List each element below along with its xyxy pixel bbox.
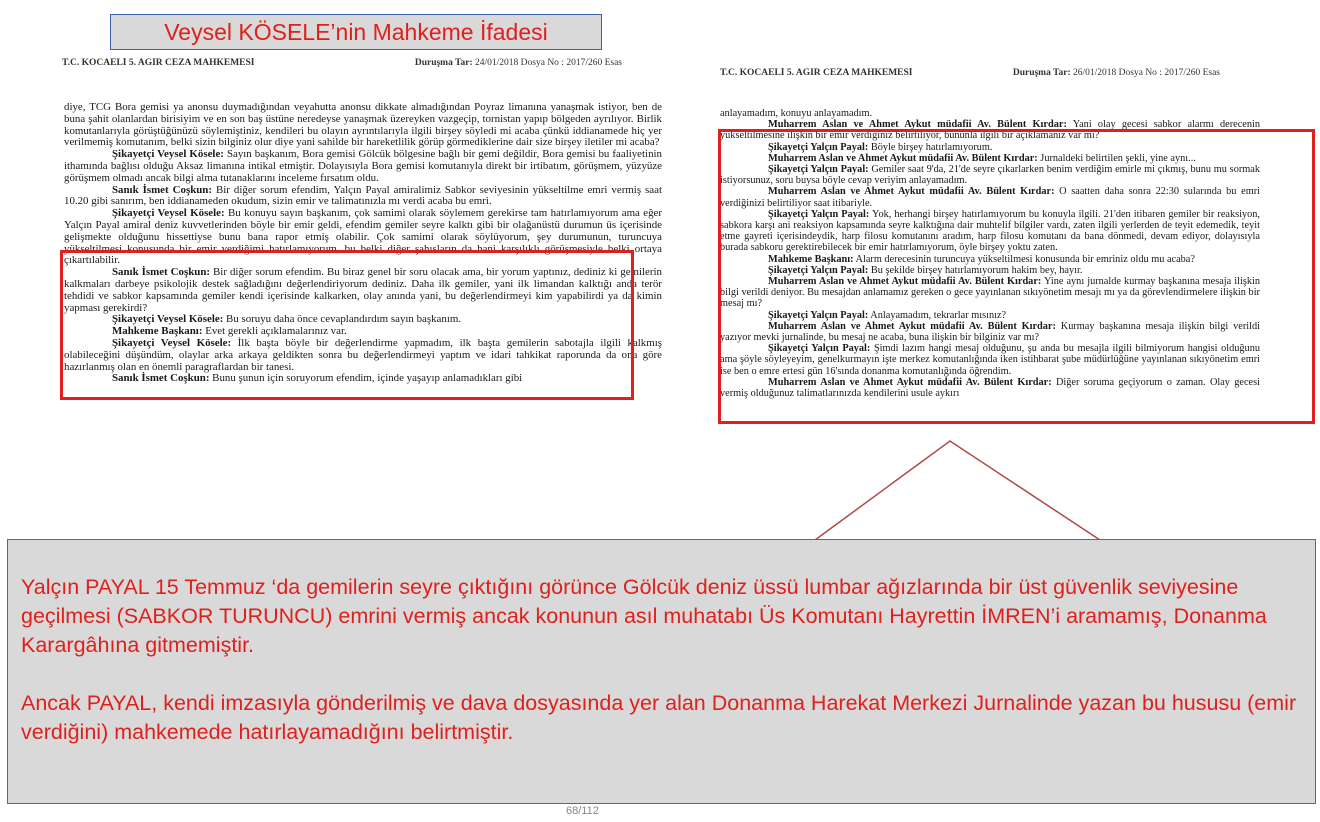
paragraph: Sanık İsmet Coşkun: Bunu şunun için soruyorum efendim, içinde yaşayıp anlamadıkları gibi: [112, 372, 523, 385]
hearing-meta: Duruşma Tar: 24/01/2018 Dosya No : 2017/260 Esas: [414, 58, 622, 68]
right-page-header: [720, 68, 1260, 78]
paragraph: Muharrem Aslan ve Ahmet Aykut müdafii Av. Bülent Kırdar: Yani olay gecesi sabkor alarmı derecenin yükseltilmesine ilişkin bir emir verdiğiniz belirtiliyor, bununla ilgili bir açıklamanız var mı?: [720, 119, 1260, 142]
paragraph: Sanık İsmet Coşkun: Bir diğer sorum efendim. Bu biraz genel bir soru olacak ama, bir yorum yaptınız, dediniz ki gemilerin kalkmaları darbeye psikolojik destek sağladığını değerlendiriyorum dediniz. Daha ilk gemiler, yani ilk limandan kalktığı anda terör tehdidi ve sabkor kapsamında gemiler kendi içerisinde kalkarken, olay anında yani, bu değerlendirmeyi kim yapabilirdi ya da kimin yapması gerekirdi?: [64, 266, 662, 314]
paragraph: Şikayetçi Yalçın Payal: Bu şekilde birşey hatırlamıyorum hakim bey, hayır.: [768, 264, 1083, 276]
left-document-page: [62, 58, 662, 548]
paragraph: anlayamadım, konuyu anlayamadım.: [720, 108, 873, 119]
paragraph: diye, TCG Bora gemisi ya anonsu duymadığından veyahutta anonsu dikkate almadığından Poyraz limanına yanaşmak istiyor, ben de buna şahit olanlardan birisiyim ve en son baş üstüne neredeyse yanaşmak üzereyken vazgeçip, tornistan yapıp bölgeden ayrılıyor. Birlik komutanlarıyla görüştüğünüzü söylemiştiniz, kendileri bu olayın ayrıntılarıyla ilgili birşey söyledi mi acaba çünkü iddianamede hiç yer verilmemiş komutanım, belki sizin bilginiz olur diye yani sahilde bir hareketlilik görüp görmediklerine dair size birşey iletiler mi acaba?: [64, 101, 662, 149]
page-number: 68/112: [566, 805, 599, 817]
callout-box: [7, 539, 1316, 804]
slide-title: Veysel KÖSELE’nin Mahkeme İfadesi: [110, 14, 602, 50]
paragraph: Şikayetçi Veysel Kösele: Sayın başkanım, Bora gemisi Gölcük bölgesine bağlı bir gemi değildir, Bora gemisi bu faaliyetinin ithamında bağlısı olduğu Aksaz limanına intikal etmiştir. Dolayısıyla Bora gemisi komutanıyla direkt bir irtibatım, görüşmem, yüzyüze görüşmem olmadı ancak bilgi alma tutanaklarını inceleme fırsatım oldu.: [64, 148, 662, 184]
paragraph: Muharrem Aslan ve Ahmet Aykut müdafii Av. Bülent Kırdar: Kurmay başkanına mesaja ilişkin bilgi verildi yazıyor mevki jurnalinde, bu mesaj ne acaba, buna ilişkin bir bilginiz var mı?: [720, 320, 1260, 344]
paragraph: Mahkeme Başkanı: Evet gerekli açıklamalarınız var.: [112, 325, 347, 338]
right-document-page: [720, 68, 1260, 548]
paragraph: Mahkeme Başkanı: Alarm derecesinin turuncuya yükseltilmesi konusunda bir emriniz oldu mu acaba?: [768, 253, 1195, 265]
paragraph: Sanık İsmet Coşkun: Bir diğer sorum efendim, Yalçın Payal amiralimiz Sabkor seviyesinin yükseltilme emri vermiş saat 10.20 gibi sanırım, ben iddianameden okudum, sizin emir ve talimatınızla mı verdi acaba bu emri.: [64, 183, 662, 208]
paragraph: Şikayetçi Veysel Kösele: İlk başta böyle bir değerlendirme yapmadım, ilk başta gemilerin sabotajla ilgili kalkmış olabileceğini düşündüm, olaylar arka arkaya geldikten sonra bu değerlendirmeyi yaptım ve idari tahkikat raporunda da ona göre hazırlanmış olan en önemli paragraflardan bir tanesi.: [64, 336, 662, 373]
paragraph: Şikayetçi Yalçın Payal: Yok, herhangi birşey hatırlamıyorum bu konuyla ilgili. 21'den itibaren gemiler bir reaksiyon, sabkora karşı ani reaksiyon kapsamında seyre kalktığına dair muhtelif bilgiler vardı, zaten ilgili yerlerden de teyit edemedik, teyit etme gayreti içerisindeydik, harp filosu komutanını aradım, harp filosu komutanı da bana dönmedi, devam ediyor, dolayısıyla burada sabkoru gerektirebilecek bir emir hatırlamıyorum, öyle birşey yoktu zaten.: [720, 208, 1260, 254]
paragraph: Şikayetçi Yalçın Payal: Şimdi lazım hangi mesaj olduğunu, şu anda bu mesajla ilgili bilmiyorum hangisi olduğunu ama şöyle söyleyeyim, genelkurmayın işte merkez komutanlığında iken istihbarat şube müdürlüğüne yayınlanan sıkıyönetim emri ise ben o emre ertesi gün 16'sında donanma komutanlığında öğrendim.: [720, 343, 1260, 377]
right-page-body: [720, 108, 1260, 399]
paragraph: Şikayetçi Yalçın Payal: Gemiler saat 9'da, 21'de seyre çıkarlarken benim verdiğim emirle mi çıkmış, bunu mu sormak istiyorsunuz, soru buysa böyle cevap veriyim anlayamadım.: [720, 164, 1260, 187]
court-name: T.C. KOCAELİ 5. AĞIR CEZA MAHKEMESİ: [62, 58, 255, 68]
callout-paragraph: Yalçın PAYAL 15 Temmuz ‘da gemilerin seyre çıktığını görünce Gölcük deniz üssü lumbar ağızlarında bir üst güvenlik seviyesine geçilmesi (SABKOR TURUNCU) emrini vermiş ancak konunun asıl muhatabı Üs Komutanı Hayrettin İMREN’i aramamış, Donanma Karargâhına gitmemiştir.: [21, 575, 1267, 657]
paragraph: Şikayetçi Yalçın Payal: Böyle birşey hatırlamıyorum.: [768, 141, 993, 153]
hearing-meta: Duruşma Tar: 26/01/2018 Dosya No : 2017/260 Esas: [1012, 68, 1220, 78]
paragraph: Muharrem Aslan ve Ahmet Aykut müdafii Av. Bülent Kırdar: O saatten daha sonra 22:30 sularında bu emri verdiğinizi belirtiliyor saat itibariyle.: [720, 186, 1260, 209]
paragraph: Muharrem Aslan ve Ahmet Aykut müdafii Av. Bülent Kırdar: Jurnaldeki belirtilen şekli, yine aynı...: [768, 152, 1196, 164]
paragraph: Şikayetçi Veysel Kösele: Bu soruyu daha önce cevaplandırdım sayın başkanım.: [112, 313, 462, 326]
paragraph: Şikayetçi Veysel Kösele: Bu konuyu sayın başkanım, çok samimi olarak söylemem gerekirse tam hatırlamıyorum ama eğer Yalçın Payal amiral deniz kuvvetlerinden böyle bir emir geldi, efendim gemiler seyre kalktı gibi bir olağanüstü durumun üs içerisinde gelişmekte olduğunu hissettiyse bunu bana rapor etmiş olabilir. Çok samimi olarak söylüyorum, şey durumunun, turuncuya yükseltilmesi konusunda bir emir verdiğimi hatırlamıyorum, bu belki diğer şahısların da hani karşılıklı görüşmesiyle belki ortaya çıkartılabilir.: [64, 207, 662, 267]
paragraph: Şikayetçi Yalçın Payal: Anlayamadım, tekrarlar mısınız?: [768, 309, 1007, 321]
paragraph: Muharrem Aslan ve Ahmet Aykut müdafii Av. Bülent Kırdar: Diğer soruma geçiyorum o zaman. Olay gecesi vermiş olduğunuz talimatlarınızda kendilerini usule aykırı: [720, 376, 1260, 400]
left-page-body: [62, 102, 662, 385]
callout-paragraph: Ancak PAYAL, kendi imzasıyla gönderilmiş ve dava dosyasında yer alan Donanma Harekat Merkezi Jurnalinde yazan bu hususu (emir verdiğini) mahkemede hatırlayamadığını belirtmiştir.: [21, 691, 1297, 744]
paragraph: Muharrem Aslan ve Ahmet Aykut müdafii Av. Bülent Kırdar: Yine aynı jurnalde kurmay başkanına mesaja ilişkin bilgi verildi deniyor. Bu mesajdan anlamamız gereken o gece yayınlanan sıkıyönetim mesajı mı ya da görevlendirmelere ilişkin bir mesaj mı?: [720, 276, 1260, 310]
left-page-header: [62, 58, 662, 68]
court-name: T.C. KOCAELİ 5. AĞIR CEZA MAHKEMESİ: [720, 68, 913, 78]
